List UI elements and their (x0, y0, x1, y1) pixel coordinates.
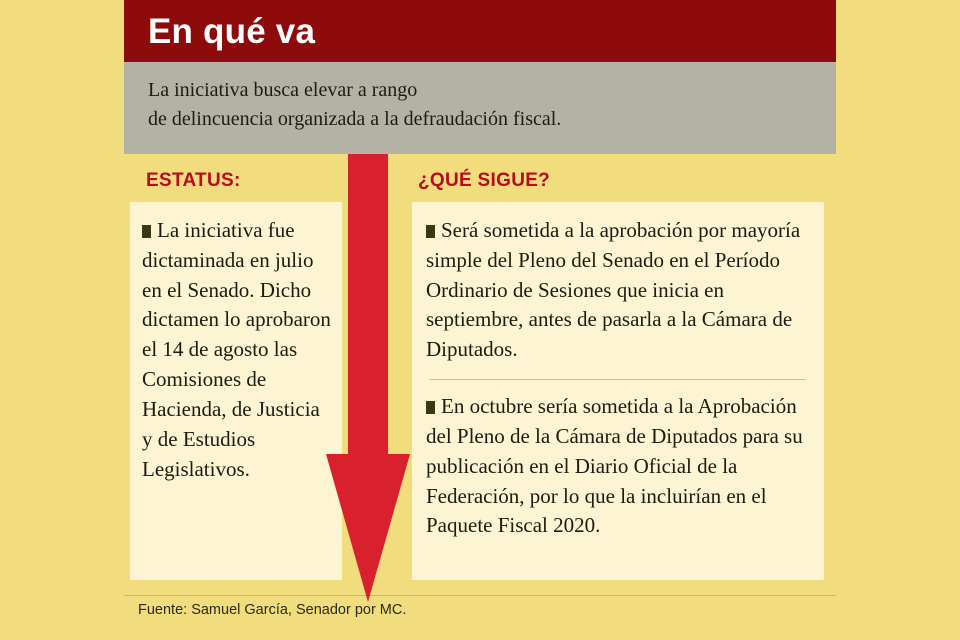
list-item (142, 216, 332, 484)
list-item-text: Será sometida a la aprobación por mayoría simple del Pleno del Senado en el Período Ordinario de Sesiones que inicia en septiembre, antes de pasarla a la Cámara de Diputados. (426, 218, 801, 362)
source-note: Fuente: Samuel García, Senador por MC. (138, 602, 407, 618)
column-estatus-panel (130, 202, 342, 580)
column-estatus (124, 154, 352, 580)
footer-divider (124, 595, 836, 596)
subtitle-line-1: La iniciativa busca elevar a rango (148, 79, 418, 101)
bullet-square-icon (142, 225, 151, 238)
down-arrow-icon (326, 154, 410, 602)
list-item-text: En octubre sería sometida a la Aprobación del Pleno de la Cámara de Diputados para su publicación en el Diario Oficial de la Federación, por lo que la incluirían en el Paquete Fiscal 2020. (426, 394, 803, 538)
list-item-text: La iniciativa fue dictaminada en julio en el Senado. Dicho dictamen lo aprobaron el 14 de agosto las Comisiones de Hacienda, de Justicia y de Estudios Legislativos. (142, 218, 331, 481)
title-bar (124, 0, 836, 62)
list-divider (430, 379, 806, 380)
column-que-sigue-panel (412, 202, 824, 580)
content-area (124, 154, 836, 586)
subtitle-line-2: de delincuencia organizada a la defraudación fiscal. (148, 108, 562, 130)
column-que-sigue-heading: ¿QUÉ SIGUE? (418, 170, 551, 191)
left-margin-strip (0, 0, 124, 640)
list-item (426, 216, 810, 365)
page-title: En qué va (148, 11, 316, 51)
list-item (426, 392, 810, 541)
subtitle-band (124, 62, 836, 154)
column-que-sigue (408, 154, 836, 580)
column-estatus-heading: ESTATUS: (146, 170, 241, 191)
bullet-square-icon (426, 225, 435, 238)
bullet-square-icon (426, 401, 435, 414)
